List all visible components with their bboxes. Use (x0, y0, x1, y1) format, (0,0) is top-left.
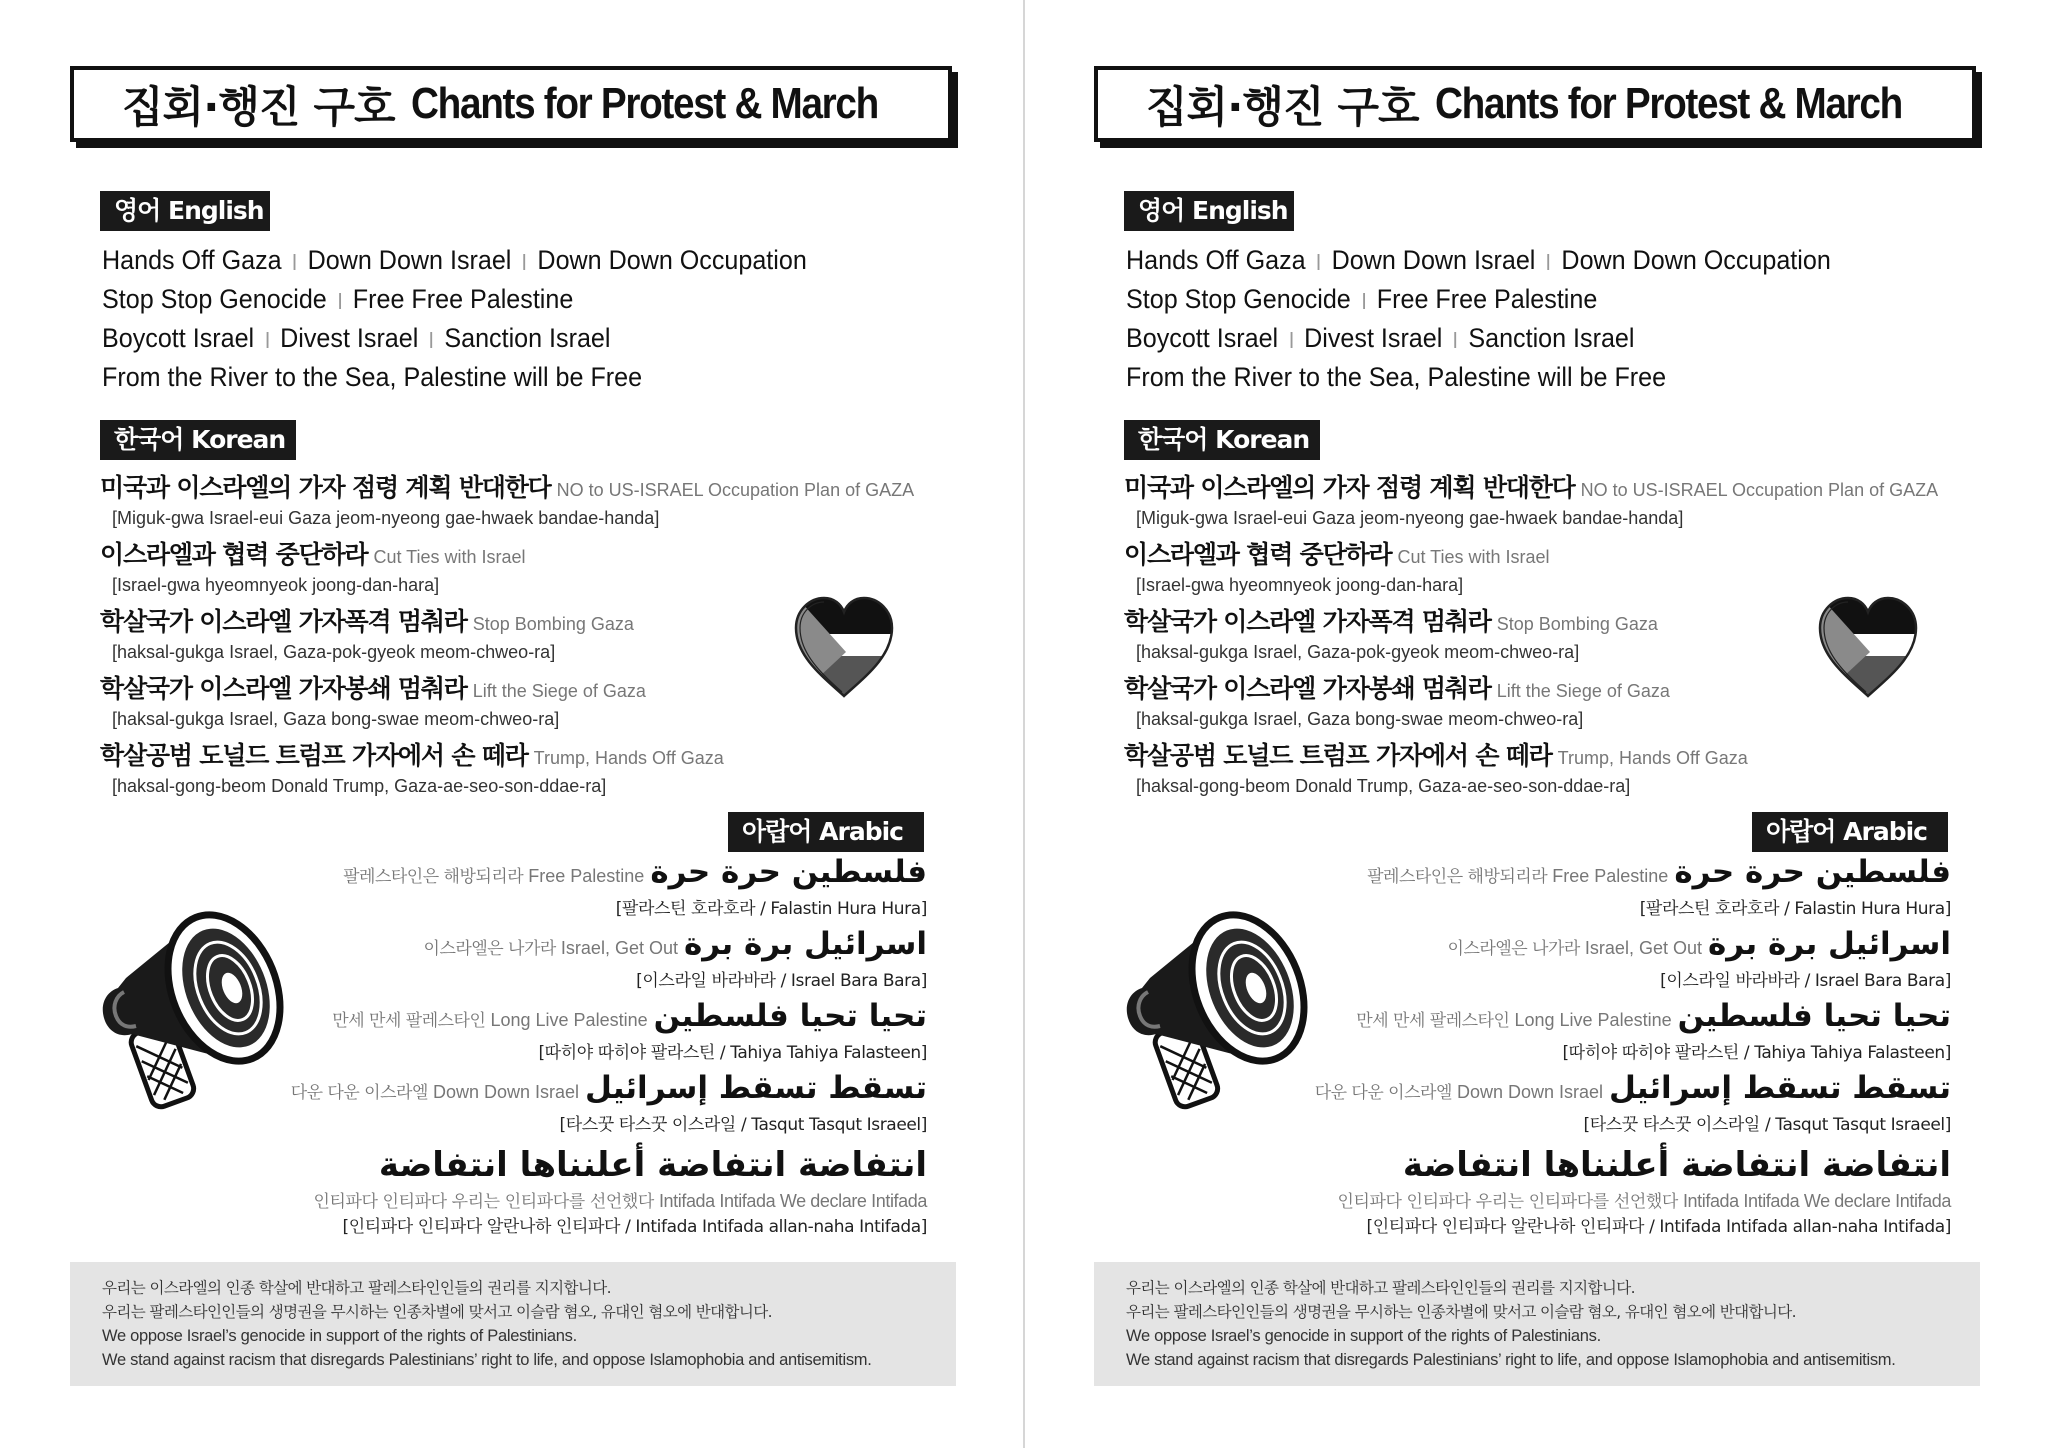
chant-korean: 팔레스타인은 해방되리라 (1367, 867, 1548, 887)
english-chants (1126, 242, 1884, 398)
chant-romanization: [이스라일 바라바라 / Israel Bara Bara] (1660, 971, 1951, 991)
chant-romanization: [팔라스틴 호라호라 / Falastin Hura Hura] (1639, 899, 1951, 919)
page-title-box (70, 66, 952, 142)
statement-footer (1094, 1262, 1980, 1386)
chant-korean: 학살국가 이스라엘 가자폭격 멈춰라 (100, 607, 467, 636)
chant-english: Free Palestine (1552, 866, 1669, 886)
chant-romanization: [Miguk-gwa Israel-eui Gaza jeom-nyeong gae-hwaek bandae-handa] (1136, 508, 1684, 528)
separator (339, 293, 341, 309)
chant-korean: 다운 다운 이스라엘 (1314, 1083, 1452, 1103)
chant-arabic: تحيا تحيا فلسطين (1677, 998, 1951, 1034)
chant: Sanction Israel (1468, 323, 1635, 353)
arabic-chant (227, 852, 927, 924)
chant-arabic: فلسطين حرة حرة (650, 854, 927, 890)
final-chant-korean: 인티파다 인티파다 우리는 인티파다를 선언했다 (1337, 1192, 1678, 1212)
separator (1547, 254, 1549, 270)
chant: Down Down Israel (1331, 245, 1536, 275)
chant-arabic: فلسطين حرة حرة (1674, 854, 1951, 890)
section-label-english: 영어 English (100, 191, 270, 231)
chant-english: Stop Bombing Gaza (1496, 614, 1658, 634)
chant-arabic: اسرائيل برة برة (683, 926, 927, 962)
chant-romanization: [Miguk-gwa Israel-eui Gaza jeom-nyeong gae-hwaek bandae-handa] (112, 508, 660, 528)
english-chant-line (102, 359, 807, 398)
title-korean: 집회·행진 구호 (122, 82, 395, 133)
chant-korean: 학살국가 이스라엘 가자폭격 멈춰라 (1124, 607, 1491, 636)
chant-korean: 다운 다운 이스라엘 (290, 1083, 428, 1103)
arabic-chant (227, 1068, 927, 1140)
chant-korean: 팔레스타인은 해방되리라 (343, 867, 524, 887)
statement-line: We stand against racism that disregards Palestinians’ right to life, and oppose Islamophobia and antisemitism. (1126, 1351, 1896, 1369)
chant-korean: 이스라엘은 나가라 (1447, 939, 1580, 959)
chant-romanization: [Israel-gwa hyeomnyeok joong-dan-hara] (112, 575, 440, 595)
chant-arabic: اسرائيل برة برة (1707, 926, 1951, 962)
final-chant-arabic: انتفاضة انتفاضة أعلنناها انتفاضة (378, 1145, 927, 1185)
english-chant-line (1126, 320, 1831, 359)
chant-english: Cut Ties with Israel (1397, 547, 1550, 567)
chant: From the River to the Sea, Palestine will be Free (1126, 362, 1667, 392)
english-chant-line (102, 320, 807, 359)
chant-english: Israel, Get Out (560, 938, 678, 958)
chant: Down Down Occupation (537, 245, 807, 275)
chant-romanization: [haksal-gukga Israel, Gaza-pok-gyeok meom-chweo-ra] (1136, 642, 1580, 662)
chant: Free Free Palestine (352, 284, 574, 314)
section-label-english: 영어 English (1124, 191, 1294, 231)
chant: Boycott Israel (102, 323, 255, 353)
arabic-chant (1251, 996, 1951, 1068)
chant-romanization: [haksal-gong-beom Donald Trump, Gaza-ae-seo-son-ddae-ra] (112, 776, 607, 796)
chant: Stop Stop Genocide (1126, 284, 1351, 314)
final-chant-romanization: [인티파다 인티파다 알란나하 인티파다 / Intifada Intifada allan-naha Intifada] (342, 1217, 927, 1237)
arabic-chant (227, 924, 927, 996)
arabic-final-chant (1191, 1142, 1951, 1239)
korean-chant (100, 472, 914, 539)
section-label-arabic: 아랍어 Arabic (1752, 812, 1948, 852)
chant-romanization: [Israel-gwa hyeomnyeok joong-dan-hara] (1136, 575, 1464, 595)
chant-english: Down Down Israel (432, 1082, 580, 1102)
separator (266, 332, 268, 348)
chant: Boycott Israel (1126, 323, 1279, 353)
separator (1454, 332, 1456, 348)
chant-english: Trump, Hands Off Gaza (533, 748, 724, 768)
chant-romanization: [따히야 따히야 팔라스틴 / Tahiya Tahiya Falasteen] (538, 1043, 927, 1063)
english-chant-line (1126, 242, 1831, 281)
chant-english: Lift the Siege of Gaza (472, 681, 646, 701)
korean-chant (1124, 472, 1938, 539)
palestine-heart-icon (1816, 592, 1920, 702)
chant-korean: 학살공범 도널드 트럼프 가자에서 손 떼라 (1124, 741, 1552, 770)
chant-korean: 만세 만세 팔레스타인 (1356, 1011, 1510, 1031)
arabic-chants (227, 852, 927, 1140)
arabic-chant (227, 996, 927, 1068)
chant-english: Trump, Hands Off Gaza (1557, 748, 1748, 768)
megaphone-icon (1120, 896, 1320, 1110)
page-title-box (1094, 66, 1976, 142)
separator (1318, 254, 1320, 270)
title-korean: 집회·행진 구호 (1146, 82, 1419, 133)
chant-romanization: [haksal-gukga Israel, Gaza bong-swae meom-chweo-ra] (112, 709, 560, 729)
chant: Hands Off Gaza (102, 245, 282, 275)
chant: Divest Israel (280, 323, 419, 353)
final-chant-romanization: [인티파다 인티파다 알란나하 인티파다 / Intifada Intifada allan-naha Intifada] (1366, 1217, 1951, 1237)
separator (294, 254, 296, 270)
statement-line: 우리는 팔레스타인인들의 생명권을 무시하는 인종차별에 맞서고 이슬람 혐오, 유대인 혐오에 반대합니다. (102, 1303, 772, 1321)
chant-english: NO to US-ISRAEL Occupation Plan of GAZA (556, 480, 915, 500)
chant-romanization: [팔라스틴 호라호라 / Falastin Hura Hura] (615, 899, 927, 919)
chant-english: Long Live Palestine (490, 1010, 648, 1030)
separator (430, 332, 432, 348)
title-english: Chants for Protest & March (1434, 79, 1902, 128)
chant-korean: 학살공범 도널드 트럼프 가자에서 손 떼라 (100, 741, 528, 770)
chant-english: NO to US-ISRAEL Occupation Plan of GAZA (1580, 480, 1939, 500)
final-chant-korean: 인티파다 인티파다 우리는 인티파다를 선언했다 (313, 1192, 654, 1212)
separator (1290, 332, 1292, 348)
chant: Free Free Palestine (1376, 284, 1598, 314)
statement-line: 우리는 이스라엘의 인종 학살에 반대하고 팔레스타인인들의 권리를 지지합니다. (102, 1279, 611, 1297)
chant: Stop Stop Genocide (102, 284, 327, 314)
final-chant-arabic: انتفاضة انتفاضة أعلنناها انتفاضة (1402, 1145, 1951, 1185)
section-label-korean: 한국어 Korean (1124, 420, 1320, 460)
korean-chant (100, 740, 914, 807)
chant-korean: 이스라엘과 협력 중단하라 (1124, 540, 1392, 569)
chant-english: Down Down Israel (1456, 1082, 1604, 1102)
chant: Divest Israel (1304, 323, 1443, 353)
arabic-chant (1251, 924, 1951, 996)
section-label-arabic: 아랍어 Arabic (728, 812, 924, 852)
chant-english: Lift the Siege of Gaza (1496, 681, 1670, 701)
chant-romanization: [타스꿋 타스꿋 이스라일 / Tasqut Tasqut Israeel] (1583, 1115, 1951, 1135)
chant-english: Israel, Get Out (1584, 938, 1702, 958)
chant-arabic: تحيا تحيا فلسطين (653, 998, 927, 1034)
chant: From the River to the Sea, Palestine will be Free (102, 362, 643, 392)
english-chant-line (102, 242, 807, 281)
english-chants (102, 242, 860, 398)
chant-romanization: [이스라일 바라바라 / Israel Bara Bara] (636, 971, 927, 991)
chant-korean: 이스라엘은 나가라 (423, 939, 556, 959)
chant-korean: 학살국가 이스라엘 가자봉쇄 멈춰라 (100, 674, 467, 703)
chant-romanization: [haksal-gong-beom Donald Trump, Gaza-ae-seo-son-ddae-ra] (1136, 776, 1631, 796)
arabic-final-chant (167, 1142, 927, 1239)
megaphone-icon (96, 896, 296, 1110)
title-english: Chants for Protest & March (410, 79, 878, 128)
chant: Down Down Israel (307, 245, 512, 275)
arabic-chants (1251, 852, 1951, 1140)
chant-english: Cut Ties with Israel (373, 547, 526, 567)
chant: Hands Off Gaza (1126, 245, 1306, 275)
chant: Down Down Occupation (1561, 245, 1831, 275)
chant-korean: 학살국가 이스라엘 가자봉쇄 멈춰라 (1124, 674, 1491, 703)
chant-korean: 이스라엘과 협력 중단하라 (100, 540, 368, 569)
chant-english: Stop Bombing Gaza (472, 614, 634, 634)
palestine-heart-icon (792, 592, 896, 702)
statement-line: 우리는 이스라엘의 인종 학살에 반대하고 팔레스타인인들의 권리를 지지합니다. (1126, 1279, 1635, 1297)
flyer-page-right (1024, 0, 2048, 1448)
chant-english: Free Palestine (528, 866, 645, 886)
chant-romanization: [haksal-gukga Israel, Gaza bong-swae meom-chweo-ra] (1136, 709, 1584, 729)
chant: Sanction Israel (444, 323, 611, 353)
arabic-chant (1251, 1068, 1951, 1140)
chant-romanization: [haksal-gukga Israel, Gaza-pok-gyeok meom-chweo-ra] (112, 642, 556, 662)
final-chant-english: Intifada Intifada We declare Intifada (1682, 1191, 1951, 1211)
statement-line: We stand against racism that disregards Palestinians’ right to life, and oppose Islamophobia and antisemitism. (102, 1351, 872, 1369)
separator (523, 254, 525, 270)
statement-line: We oppose Israel’s genocide in support of the rights of Palestinians. (102, 1327, 577, 1345)
chant-korean: 미국과 이스라엘의 가자 점령 계획 반대한다 (100, 473, 551, 502)
statement-footer (70, 1262, 956, 1386)
chant-korean: 미국과 이스라엘의 가자 점령 계획 반대한다 (1124, 473, 1575, 502)
chant-romanization: [타스꿋 타스꿋 이스라일 / Tasqut Tasqut Israeel] (559, 1115, 927, 1135)
section-label-korean: 한국어 Korean (100, 420, 296, 460)
chant-english: Long Live Palestine (1514, 1010, 1672, 1030)
korean-chant (1124, 740, 1938, 807)
english-chant-line (1126, 359, 1831, 398)
separator (1363, 293, 1365, 309)
chant-korean: 만세 만세 팔레스타인 (332, 1011, 486, 1031)
chant-romanization: [따히야 따히야 팔라스틴 / Tahiya Tahiya Falasteen] (1562, 1043, 1951, 1063)
final-chant-english: Intifada Intifada We declare Intifada (658, 1191, 927, 1211)
chant-arabic: تسقط تسقط إسرائيل (585, 1070, 927, 1106)
english-chant-line (1126, 281, 1831, 320)
statement-line: 우리는 팔레스타인인들의 생명권을 무시하는 인종차별에 맞서고 이슬람 혐오, 유대인 혐오에 반대합니다. (1126, 1303, 1796, 1321)
statement-line: We oppose Israel’s genocide in support of the rights of Palestinians. (1126, 1327, 1601, 1345)
arabic-chant (1251, 852, 1951, 924)
english-chant-line (102, 281, 807, 320)
chant-arabic: تسقط تسقط إسرائيل (1609, 1070, 1951, 1106)
